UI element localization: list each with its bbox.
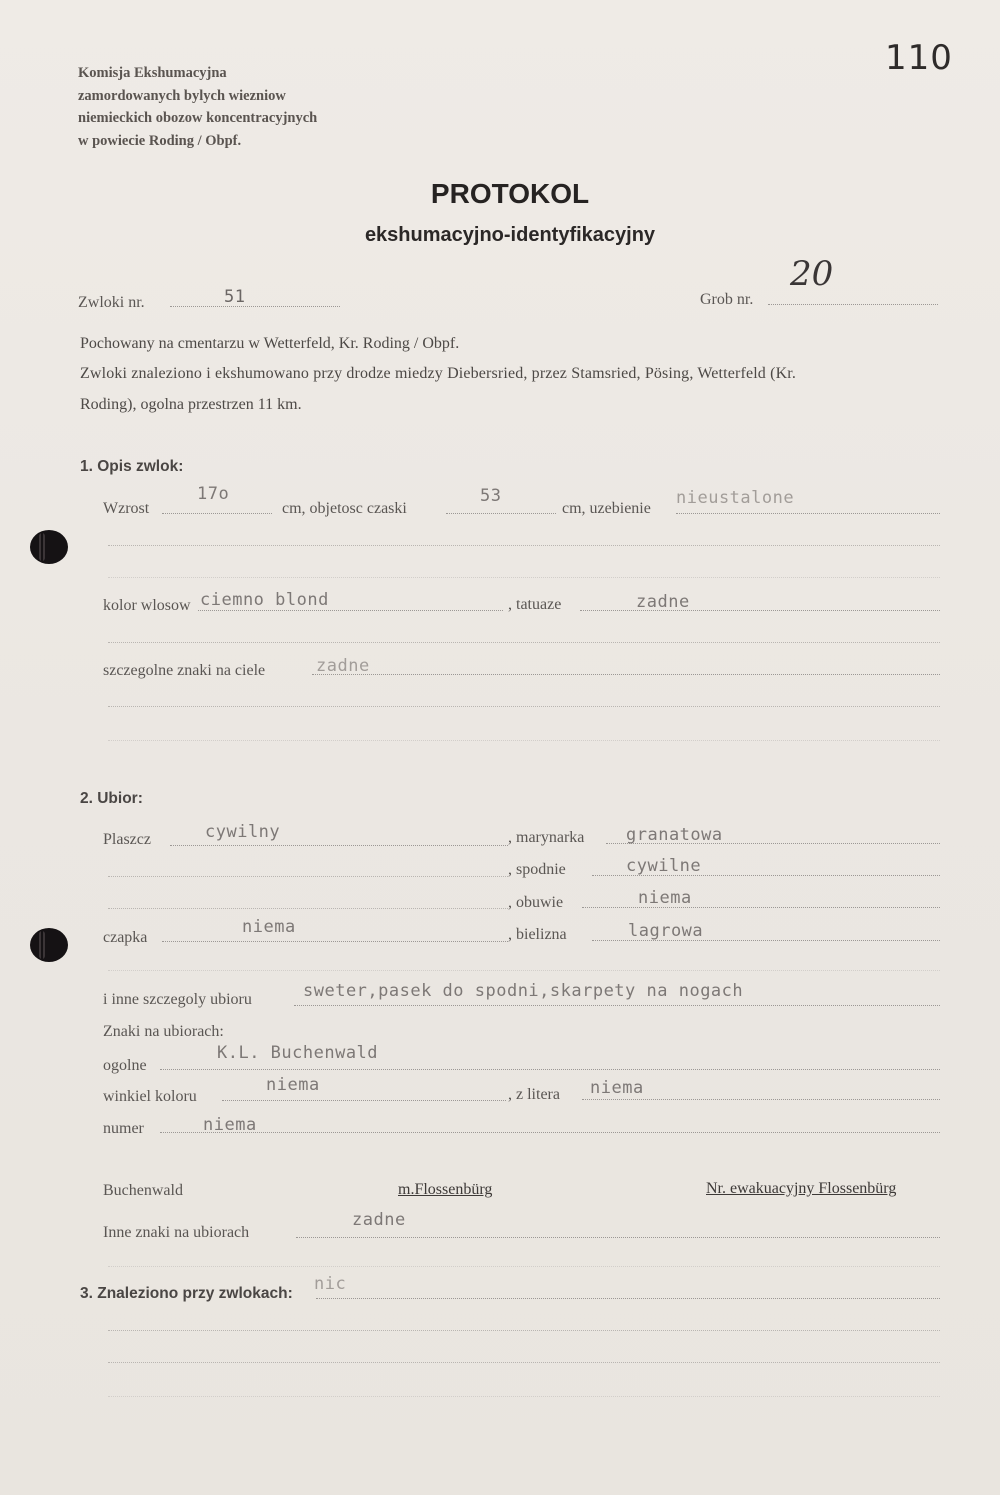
- org-line-1: Komisja Ekshumacyjna: [78, 65, 227, 81]
- organization-block: [78, 62, 317, 152]
- burial-line-1: Pochowany na cmentarzu w Wetterfeld, Kr. Roding / Obpf.: [80, 335, 460, 352]
- punch-hole-top: [30, 530, 68, 564]
- z-litera-value: niema: [590, 1078, 644, 1098]
- wlosy-label: kolor wlosow: [103, 597, 191, 614]
- plaszcz-label: Plaszcz: [103, 831, 151, 848]
- znaki-na-ciele-value: zadne: [316, 656, 370, 676]
- ogolne-value: K.L. Buchenwald: [217, 1043, 379, 1063]
- spodnie-label: , spodnie: [508, 861, 566, 878]
- inne-znaki-value: zadne: [352, 1210, 406, 1230]
- tatuaze-value: zadne: [636, 592, 690, 612]
- cm-objetosc-czaski-label: cm, objetosc czaski: [282, 500, 407, 517]
- document-title: PROTOKOL: [430, 178, 590, 209]
- inne-szczegoly-label: i inne szczegoly ubioru: [103, 991, 252, 1008]
- section-3-heading: 3. Znaleziono przy zwlokach:: [80, 1285, 293, 1302]
- obuwie-value: niema: [638, 888, 692, 908]
- buchenwald-label: Buchenwald: [103, 1182, 183, 1199]
- znaleziono-value: nic: [314, 1274, 347, 1294]
- inne-szczegoly-value: sweter,pasek do spodni,skarpety na nogach: [303, 981, 744, 1001]
- grob-label: Grob nr.: [700, 291, 754, 308]
- spodnie-value: cywilne: [626, 856, 702, 876]
- czapka-label: czapka: [103, 929, 148, 946]
- cm-uzebienie-label: cm, uzebienie: [562, 500, 651, 517]
- winkiel-label: winkiel koloru: [103, 1088, 197, 1105]
- z-litera-label: , z litera: [508, 1086, 560, 1103]
- czapka-value: niema: [242, 917, 296, 937]
- org-line-3: niemieckich obozow koncentracyjnych: [78, 110, 318, 126]
- marynarka-label: , marynarka: [508, 829, 585, 846]
- numer-value: niema: [203, 1115, 257, 1135]
- winkiel-value: niema: [266, 1075, 320, 1095]
- wzrost-label: Wzrost: [103, 500, 150, 517]
- numer-label: numer: [103, 1120, 144, 1137]
- burial-line-3: Roding), ogolna przestrzen 11 km.: [80, 396, 302, 413]
- punch-hole-bottom: [30, 928, 68, 962]
- znaki-na-ciele-label: szczegolne znaki na ciele: [103, 662, 266, 679]
- burial-line-2: Zwloki znaleziono i ekshumowano przy drodze miedzy Diebersried, przez Stamsried, Pösing, Wetterfeld (Kr.: [80, 365, 797, 382]
- page-number: 110: [885, 38, 953, 78]
- wlosy-value: ciemno blond: [200, 590, 329, 610]
- org-line-2: zamordowanych bylych wiezniow: [78, 87, 286, 104]
- ogolne-label: ogolne: [103, 1057, 147, 1074]
- bielizna-label: , bielizna: [508, 926, 567, 943]
- zwloki-label: Zwloki nr.: [78, 294, 145, 311]
- marynarka-value: granatowa: [626, 825, 723, 845]
- document-subtitle: ekshumacyjno-identyfikacyjny: [364, 224, 656, 246]
- czaszka-value: 53: [480, 486, 502, 506]
- tatuaze-label: , tatuaze: [508, 596, 562, 613]
- section-2-heading: 2. Ubior:: [80, 790, 143, 807]
- plaszcz-value: cywilny: [205, 822, 281, 842]
- grob-value: 20: [790, 254, 834, 294]
- obuwie-label: , obuwie: [508, 894, 564, 911]
- flossenburg-label: m.Flossenbürg: [398, 1181, 493, 1198]
- inne-znaki-label: Inne znaki na ubiorach: [103, 1224, 250, 1241]
- wzrost-value: 17o: [197, 484, 230, 504]
- znaki-na-ubiorach-heading: Znaki na ubiorach:: [103, 1023, 224, 1040]
- nr-ewakuacyjny-label: Nr. ewakuacyjny Flossenbürg: [706, 1180, 897, 1197]
- org-line-4: w powiecie Roding / Obpf.: [78, 132, 242, 149]
- bielizna-value: lagrowa: [628, 921, 704, 941]
- uzebienie-value: nieustalone: [676, 488, 795, 508]
- zwloki-value: 51: [224, 287, 246, 307]
- section-1-heading: 1. Opis zwlok:: [80, 458, 184, 475]
